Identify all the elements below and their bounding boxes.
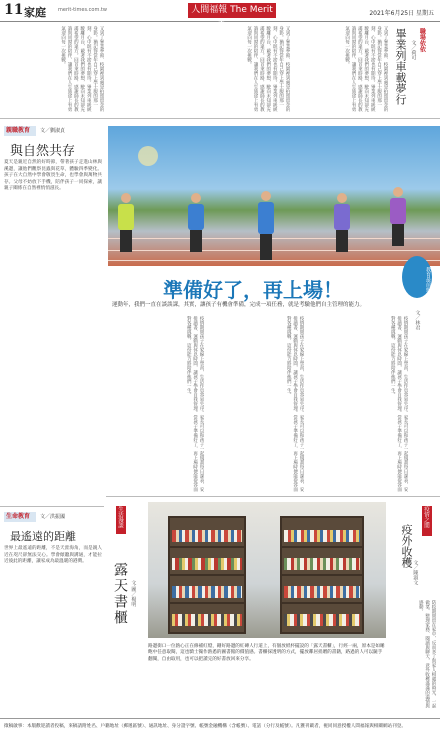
far-road-label: 生命教育 bbox=[4, 512, 36, 522]
feature-body-col-2: 疫情期間孩子在家線上學習，生活作息容易失序。家長可以和孩子一起規畫每日課表，安排讀書、運動與休息時間，讓孩子學會自我管理。當孩子準備好了，再上場時便能從容面對各種挑戰，這份能力將陪伴他們一生。 bbox=[286, 316, 304, 492]
track-lane bbox=[108, 250, 440, 251]
education-badge: 教育最前線 bbox=[402, 256, 432, 298]
epidemic-title: 疫外收穫 bbox=[400, 524, 413, 568]
feature-byline: 文／林君 bbox=[414, 310, 421, 330]
top-story-body-left: 又到了畢業季節，校園裡到處是拍照留念的身影。猶記得當年自己穿上學士服的那一刻，心中既有不捨也有期待。畢業列車緩緩駛離月台，載著我們的夢想，駛向未知卻充滿希望的遠方。回首來時路，感謝師長的教誨與同窗的陪伴，讓我們在人生旅途上有勇氣迎向每一次挑戰。 bbox=[60, 26, 104, 112]
bookcase-photo bbox=[148, 502, 386, 638]
sun-glare bbox=[138, 146, 158, 166]
issue-date: 2021年6月25日 星期五 bbox=[369, 10, 434, 17]
epidemic-byline: 文／陳淑文 bbox=[412, 560, 419, 585]
bookcase-unit bbox=[280, 516, 364, 634]
nature-label: 親職教育 bbox=[4, 126, 36, 136]
divider-left bbox=[0, 506, 104, 507]
far-road-title: 最遙遠的距離 bbox=[10, 530, 76, 543]
feature-title: 準備好了，再上場！ bbox=[163, 278, 343, 302]
epidemic-body: 防疫期間留在家中，反而多了與家人相處的時光，一起做菜、整理家務、閱讀與聊天，意外收穫滿滿的溫情與感動。 bbox=[418, 600, 436, 708]
runners-photo bbox=[108, 126, 440, 266]
top-story-byline: 文／荷可 bbox=[410, 40, 417, 60]
bookcase-unit bbox=[168, 516, 246, 634]
bookcase-label: 生活漫談 bbox=[116, 506, 126, 534]
bookcase-title: 露天書櫃 bbox=[112, 562, 128, 626]
section-name: 家庭 bbox=[24, 6, 46, 19]
masthead bbox=[0, 0, 440, 30]
nature-byline: 文／劉淑貞 bbox=[40, 128, 66, 134]
bookcase-byline: 文‧圖／楊明 bbox=[130, 580, 137, 607]
feature-body-col-3: 疫情期間孩子在家線上學習，生活作息容易失序。家長可以和孩子一起規畫每日課表，安排讀書、運動與休息時間，讓孩子學會自我管理。當孩子準備好了，再上場時便能從容面對各種挑戰，這份能力將陪伴他們一生。 bbox=[390, 316, 408, 492]
submission-notice: 徵稿啟事：本版歡迎讀者投稿，來稿請附姓名、戶籍地址（郵遞區號）、通訊地址、身分證字號、帳號金融機構（含帳號）、電話（分行及帳號）。凡獲刊載者，視同同意授權人間福報與相關網站刊登。 bbox=[0, 718, 440, 735]
page-number: 11 bbox=[4, 2, 24, 18]
divider-top bbox=[0, 118, 440, 119]
epidemic-label: 疫情之間 bbox=[422, 506, 432, 536]
bookcase-caption: 路邊街口一位熱心正在修補紅燈，剛好路邊的紅磚人行道上，有個放紙杯擺設的「露天書櫃」，行經一兩，原本是如睡飽中任意取閱，這也騎士獨作熱悉的圖書館的價值感。書櫃採透明的方式，擺放鄰居捐贈的書籍，路過的人可以隨手翻閱，自由取用，也可以把讀完的好書放回來分享。 bbox=[148, 644, 385, 662]
top-story-body-middle: 又到了畢業季節，校園裡到處是拍照留念的身影。猶記得當年自己穿上學士服的那一刻，心中既有不捨也有期待。畢業列車緩緩駛離月台，載著我們的夢想，駛向未知卻充滿希望的遠方。回首來時路，感謝師長的教誨與同窗的陪伴，讓我們在人生旅途上有勇氣迎向每一次挑戰。 bbox=[246, 26, 290, 112]
runner-figure bbox=[334, 193, 350, 252]
feature-deck: 運動年，我們一直在談談課，其實，讓孩子有機會準備，完成一項任務，就是考驗他們自主管理的能力。 bbox=[112, 302, 366, 308]
far-road-byline: 文／洪振國 bbox=[40, 514, 66, 520]
divider-mid bbox=[106, 496, 440, 497]
feature-body-col-1: 疫情期間孩子在家線上學習，生活作息容易失序。家長可以和孩子一起規畫每日課表，安排讀書、運動與休息時間，讓孩子學會自我管理。當孩子準備好了，再上場時便能從容面對各種挑戰，這份能力將陪伴他們一生。 bbox=[186, 316, 204, 492]
runner-figure bbox=[258, 191, 274, 260]
top-story-body-right: 又到了畢業季節，校園裡到處是拍照留念的身影。猶記得當年自己穿上學士服的那一刻，心中既有不捨也有期待。畢業列車緩緩駛離月台，載著我們的夢想，駛向未知卻充滿希望的遠方。回首來時路，感謝師長的教誨與同窗的陪伴，讓我們在人生旅途上有勇氣迎向每一次挑戰。 bbox=[344, 26, 388, 112]
nature-title: 與自然共存 bbox=[10, 144, 76, 159]
top-story-title: 畢業列車載夢行 bbox=[394, 28, 407, 105]
site-url[interactable]: merit-times.com.tw bbox=[58, 7, 107, 13]
runner-figure bbox=[390, 187, 406, 246]
newspaper-logo: 人間福報 The Merit Times bbox=[188, 3, 276, 18]
track-lane bbox=[108, 260, 440, 261]
top-story-kicker: 職場依依 bbox=[418, 28, 426, 52]
runner-figure bbox=[118, 193, 134, 252]
runner-figure bbox=[188, 193, 204, 252]
nature-body: 夏天是親近自然的好時節，帶著孩子走進山林與溪邊，讓他們觀察昆蟲與花草，體驗四季變化。孩子在大自然中學會敬畏生命，也學會與萬物共存。父母不妨放下手機，陪伴孩子一同探索，讓親子關係在自然裡悄悄滋長。 bbox=[4, 160, 102, 192]
far-road-body: 世界上最遙遠的距離，不是天涯海角，而是親人近在咫尺卻無法交心。學會傾聽與溝通，才能拉近彼此的距離，讓家成為最溫暖的港灣。 bbox=[4, 546, 102, 565]
